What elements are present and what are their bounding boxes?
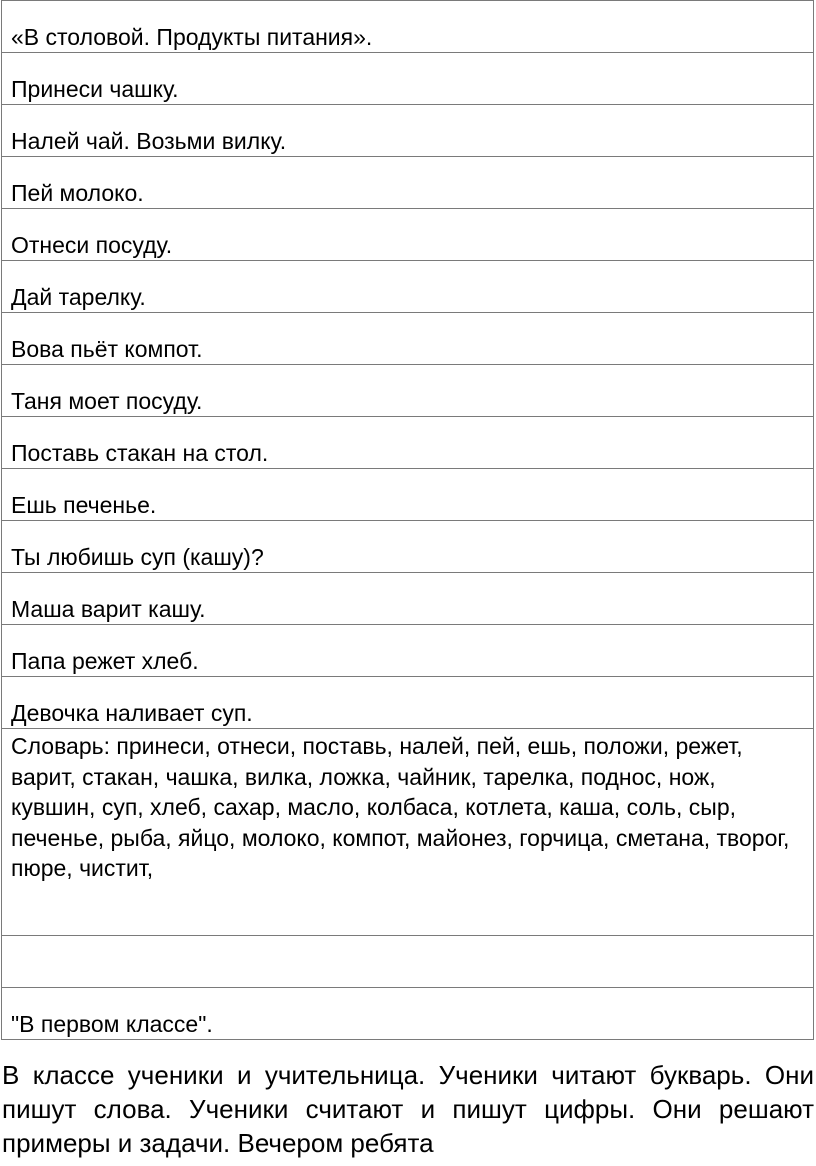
table-cell-phrase: Пей молоко. <box>2 157 814 209</box>
table-cell-phrase: Вова пьёт компот. <box>2 313 814 365</box>
table-cell-phrase: Принеси чашку. <box>2 53 814 105</box>
second-title-cell: "В первом классе". <box>2 988 814 1040</box>
table-cell-phrase: Отнеси посуду. <box>2 209 814 261</box>
table-cell-phrase: Налей чай. Возьми вилку. <box>2 105 814 157</box>
table-cell-phrase: Ты любишь суп (кашу)? <box>2 521 814 573</box>
phrase-table <box>1 0 814 1040</box>
table-cell-phrase: Девочка наливает суп. <box>2 677 814 729</box>
empty-cell <box>2 936 814 988</box>
table-cell-phrase: Дай тарелку. <box>2 261 814 313</box>
body-paragraph: В классе ученики и учительница. Ученики читают букварь. Они пишут слова. Ученики считают и пишут цифры. Они решают примеры и задачи. Вечером ребята <box>2 1060 814 1158</box>
vocabulary-cell: Словарь: принеси, отнеси, поставь, налей, пей, ешь, положи, режет, варит, стакан, чашка, вилка, ложка, чайник, тарелка, поднос, нож, кувшин, суп, хлеб, сахар, масло, колбаса, котлета, каша, соль, сыр, печенье, рыба, яйцо, молоко, компот, майонез, горчица, сметана, творог, пюре, чистит, <box>2 729 814 936</box>
table-cell-phrase: Папа режет хлеб. <box>2 625 814 677</box>
table-cell-phrase: Поставь стакан на стол. <box>2 417 814 469</box>
table-cell-phrase: Ешь печенье. <box>2 469 814 521</box>
table-cell-phrase: Таня моет посуду. <box>2 365 814 417</box>
table-cell-title: «В столовой. Продукты питания». <box>2 1 814 53</box>
table-cell-phrase: Маша варит кашу. <box>2 573 814 625</box>
